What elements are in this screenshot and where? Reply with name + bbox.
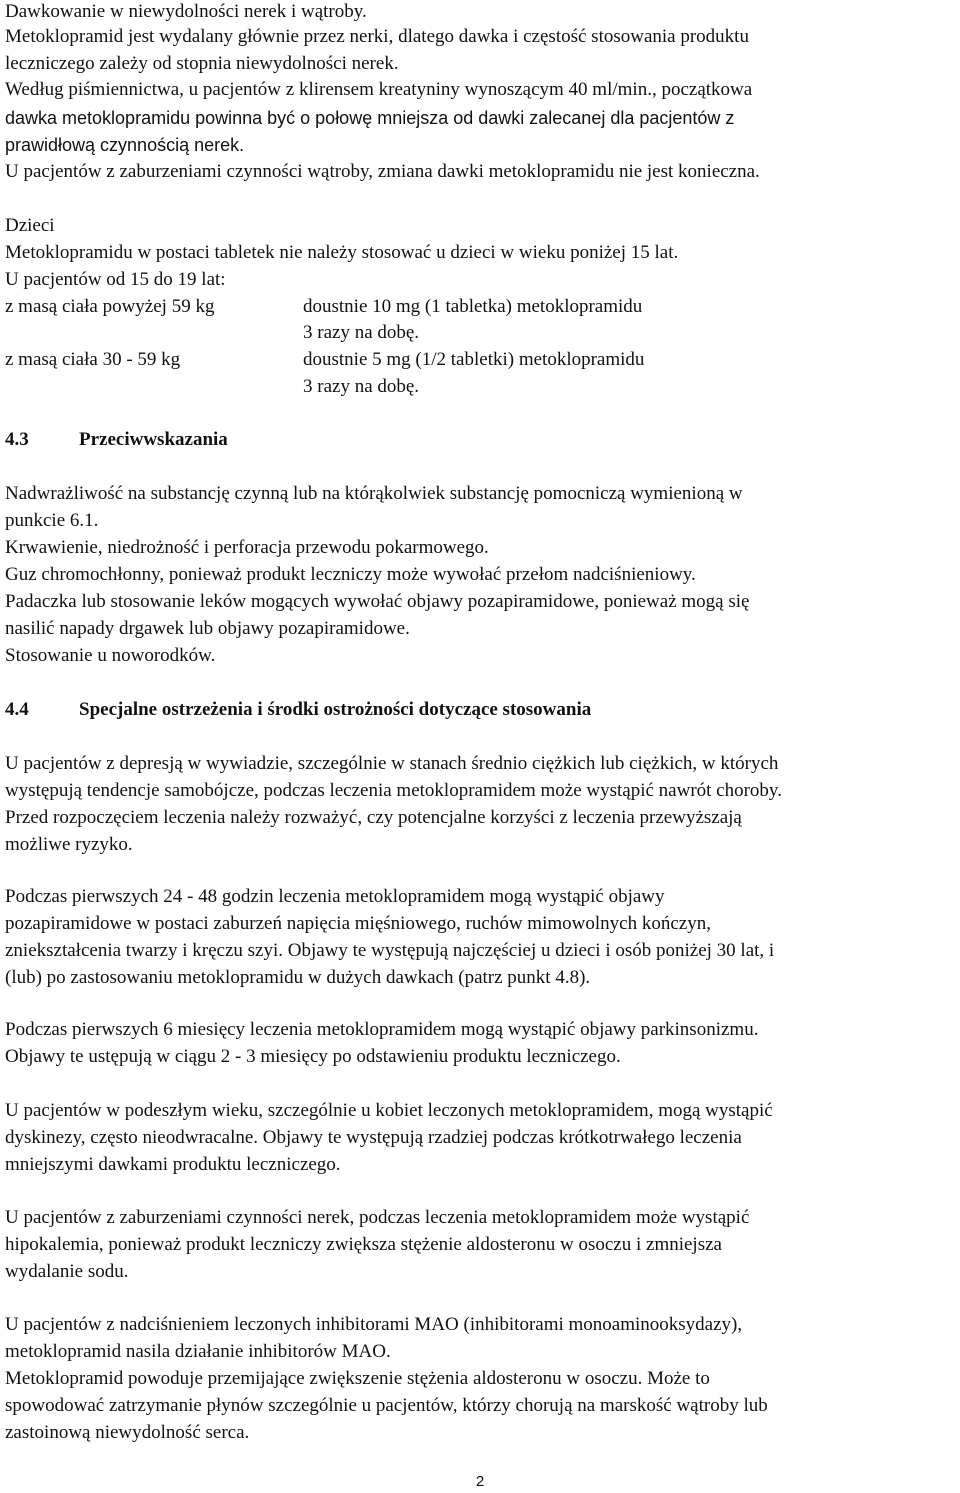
children-line: U pacjentów od 15 do 19 lat: (5, 269, 226, 290)
paragraph-line: Metoklopramid powoduje przemijające zwiększenie stężenia aldosteronu w osoczu. Może to (5, 1368, 710, 1389)
page-number: 2 (475, 1473, 485, 1490)
children-line: Metoklopramidu w postaci tabletek nie należy stosować u dzieci w wieku poniżej 15 lat. (5, 242, 679, 263)
section-line: punkcie 6.1. (5, 510, 99, 531)
section-title: Przeciwwskazania (79, 429, 228, 450)
paragraph-line: U pacjentów w podeszłym wieku, szczególnie u kobiet leczonych metoklopramidem, mogą wystąpić (5, 1100, 773, 1121)
section-line: nasilić napady drgawek lub objawy pozapiramidowe. (5, 618, 410, 639)
paragraph-line: spowodować zatrzymanie płynów szczególnie u pacjentów, którzy chorują na marskość wątroby lub (5, 1395, 768, 1416)
paragraph-line: hipokalemia, ponieważ produkt leczniczy zwiększa stężenie aldosteronu w osoczu i zmniejsza (5, 1234, 722, 1255)
section-number: 4.3 (5, 429, 29, 450)
section-heading (5, 698, 591, 722)
section-title: Specjalne ostrzeżenia i środki ostrożności dotyczące stosowania (79, 699, 592, 720)
section-line: Stosowanie u noworodków. (5, 645, 216, 666)
paragraph-line: U pacjentów z depresją w wywiadzie, szczególnie w stanach średnio ciężkich lub ciężkich, w których (5, 753, 779, 774)
intro-line: prawidłową czynnością nerek. (5, 135, 245, 155)
dosing-dose: doustnie 5 mg (1/2 tabletki) metoklopramidu (303, 349, 645, 370)
section-line: Nadwrażliwość na substancję czynną lub na którąkolwiek substancję pomocniczą wymienioną w (5, 483, 743, 504)
paragraph-line: mniejszymi dawkami produktu leczniczego. (5, 1154, 341, 1175)
intro-line: Według piśmiennictwa, u pacjentów z klirensem kreatyniny wynoszącym 40 ml/min., początkowa (5, 79, 753, 100)
dosing-dose: doustnie 10 mg (1 tabletka) metoklopramidu (303, 296, 643, 317)
paragraph-line: (lub) po zastosowaniu metoklopramidu w dużych dawkach (patrz punkt 4.8). (5, 967, 591, 988)
paragraph-line: wydalanie sodu. (5, 1261, 129, 1282)
paragraph-line: metoklopramid nasila działanie inhibitorów MAO. (5, 1341, 391, 1362)
paragraph-line: Podczas pierwszych 24 - 48 godzin leczenia metoklopramidem mogą wystąpić objawy (5, 886, 665, 907)
dosing-frequency: 3 razy na dobę. (303, 322, 420, 343)
dosing-weight: z masą ciała powyżej 59 kg (5, 296, 215, 317)
paragraph-line: dyskinezy, często nieodwracalne. Objawy te występują rzadziej podczas krótkotrwałego leczenia (5, 1127, 742, 1148)
paragraph-line: zniekształcenia twarzy i kręczu szyi. Objawy te występują najczęściej u dzieci i osób poniżej 30 lat, i (5, 940, 775, 961)
section-line: Guz chromochłonny, ponieważ produkt leczniczy może wywołać przełom nadciśnieniowy. (5, 564, 696, 585)
intro-line: U pacjentów z zaburzeniami czynności wątroby, zmiana dawki metoklopramidu nie jest konieczna. (5, 161, 760, 182)
intro-line: dawka metoklopramidu powinna być o połowę mniejsza od dawki zalecanej dla pacjentów z (5, 108, 735, 128)
paragraph-line: Podczas pierwszych 6 miesięcy leczenia metoklopramidem mogą wystąpić objawy parkinsonizmu. (5, 1019, 759, 1040)
section-heading (5, 428, 228, 452)
paragraph-line: U pacjentów z zaburzeniami czynności nerek, podczas leczenia metoklopramidem może wystąpić (5, 1207, 750, 1228)
paragraph-line: Objawy te ustępują w ciągu 2 - 3 miesięcy po odstawieniu produktu leczniczego. (5, 1046, 621, 1067)
intro-line: Metoklopramid jest wydalany głównie przez nerki, dlatego dawka i częstość stosowania produktu (5, 26, 749, 47)
children-heading: Dzieci (5, 215, 55, 236)
intro-line: leczniczego zależy od stopnia niewydolności nerek. (5, 53, 399, 74)
paragraph-line: Przed rozpoczęciem leczenia należy rozważyć, czy potencjalne korzyści z leczenia przewyższają (5, 807, 742, 828)
paragraph-line: możliwe ryzyko. (5, 834, 133, 855)
section-line: Padaczka lub stosowanie leków mogących wywołać objawy pozapiramidowe, ponieważ mogą się (5, 591, 750, 612)
section-number: 4.4 (5, 699, 29, 720)
paragraph-line: zastoinową niewydolność serca. (5, 1422, 250, 1443)
paragraph-line: pozapiramidowe w postaci zaburzeń napięcia mięśniowego, ruchów mimowolnych kończyn, (5, 913, 711, 934)
paragraph-line: występują tendencje samobójcze, podczas leczenia metoklopramidem może wystąpić nawrót choroby. (5, 780, 782, 801)
intro-line: Dawkowanie w niewydolności nerek i wątroby. (5, 1, 367, 22)
dosing-weight: z masą ciała 30 - 59 kg (5, 349, 181, 370)
dosing-frequency: 3 razy na dobę. (303, 376, 420, 397)
section-line: Krwawienie, niedrożność i perforacja przewodu pokarmowego. (5, 537, 489, 558)
paragraph-line: U pacjentów z nadciśnieniem leczonych inhibitorami MAO (inhibitorami monoaminooksydazy), (5, 1314, 743, 1335)
